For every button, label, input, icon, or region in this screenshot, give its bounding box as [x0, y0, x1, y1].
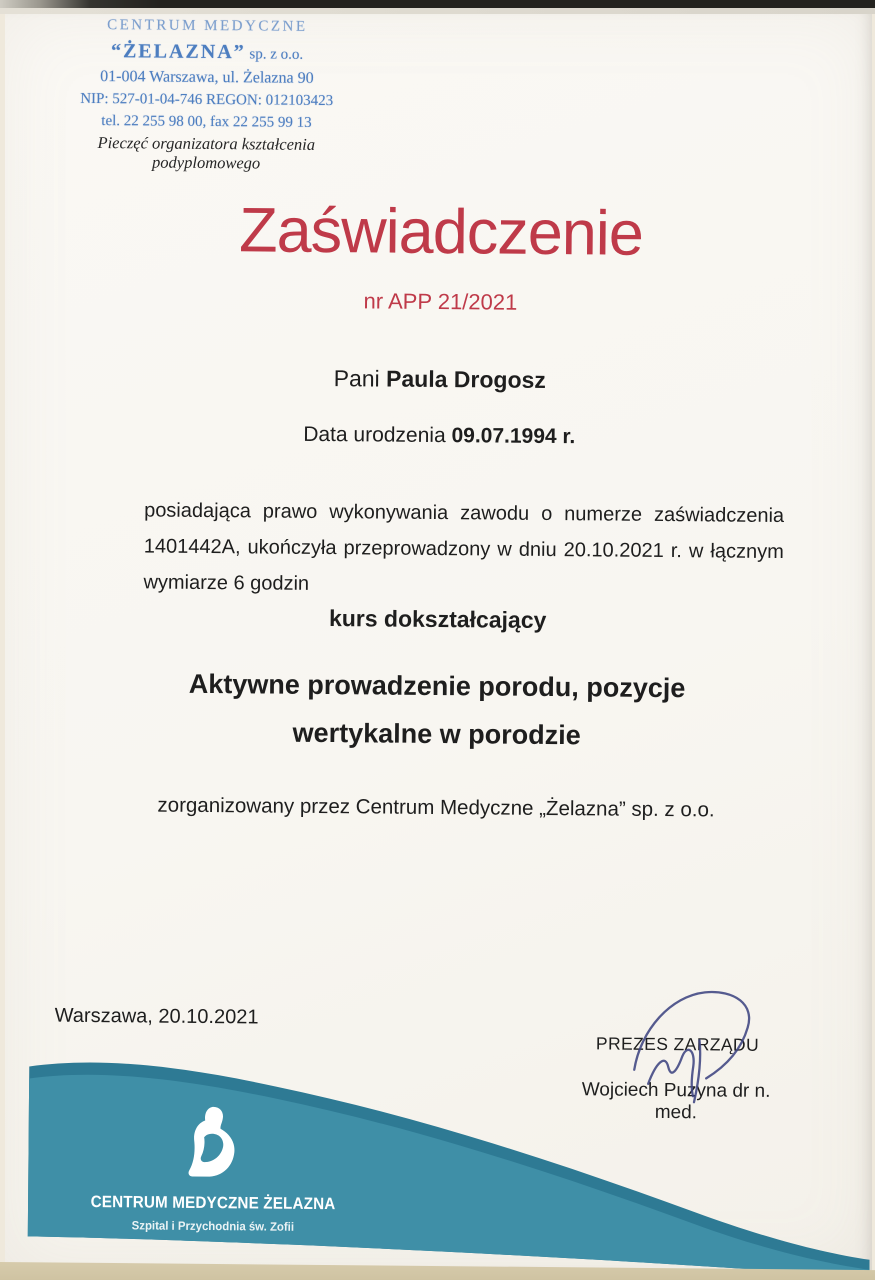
body-paragraph-line: 1401442A, ukończyła przeprowadzony w dniu 20.10.2021 r. w łącznym	[143, 535, 784, 564]
logo-org-name: CENTRUM MEDYCZNE ŻELAZNA	[90, 1192, 336, 1214]
logo-org-subtitle: Szpital i Przychodnia św. Zofii	[131, 1218, 295, 1234]
signature-ink	[604, 981, 780, 1118]
organizer-stamp	[56, 17, 357, 174]
signer-name: Wojciech Puzyna dr n. med.	[581, 1079, 771, 1124]
course-title-line: wertykalne w porodzie	[292, 717, 581, 751]
body-paragraph-line: posiadająca prawo wykonywania zawodu o numerze zaświadczenia	[144, 499, 785, 528]
organizer-line: zorganizowany przez Centrum Medyczne „Żelazna” sp. z o.o.	[157, 793, 715, 822]
recipient-name: Paula Drogosz	[385, 365, 546, 393]
course-title	[0, 658, 875, 762]
course-title-line: Aktywne prowadzenie porodu, pozycje	[188, 668, 686, 704]
birth-date-value: 09.07.1994 r.	[451, 424, 576, 449]
document-title: Zaświadczenie	[238, 195, 644, 269]
stamp-phone-fax: tel. 22 255 98 00, fax 22 255 99 13	[101, 113, 312, 131]
stamp-org-quoted-name: “ŻELAZNA”	[110, 40, 246, 64]
birth-date-line	[2, 420, 875, 452]
stamp-org-name-line1: CENTRUM MEDYCZNE	[107, 17, 308, 35]
body-paragraph-line: wymiarze 6 godzin	[143, 571, 310, 595]
sleeve-top-highlight	[0, 8, 875, 14]
stamp-org-name-line2	[57, 40, 357, 66]
recipient-line	[2, 362, 875, 397]
stamp-caption-line1: Pieczęć organizatora kształcenia	[97, 133, 316, 154]
course-type: kurs dokształcający	[328, 605, 547, 633]
body-paragraph	[143, 492, 784, 606]
certificate-number: nr APP 21/2021	[363, 288, 518, 315]
place-and-date: Warszawa, 20.10.2021	[54, 1004, 259, 1029]
stamp-address: 01-004 Warszawa, ul. Żelazna 90	[100, 68, 314, 87]
stamp-registration-numbers: NIP: 527-01-04-746 REGON: 012103423	[80, 90, 334, 110]
logo-figure-icon	[181, 1106, 246, 1193]
sleeve-top-edge	[0, 0, 875, 8]
stamp-org-suffix: sp. z o.o.	[245, 46, 304, 63]
birth-date-label: Data urodzenia	[303, 422, 452, 448]
recipient-salutation: Pani	[333, 365, 387, 392]
signer-title: PREZES ZARZĄDU	[595, 1033, 760, 1055]
stamp-caption-line2: podyplomowego	[151, 152, 261, 173]
